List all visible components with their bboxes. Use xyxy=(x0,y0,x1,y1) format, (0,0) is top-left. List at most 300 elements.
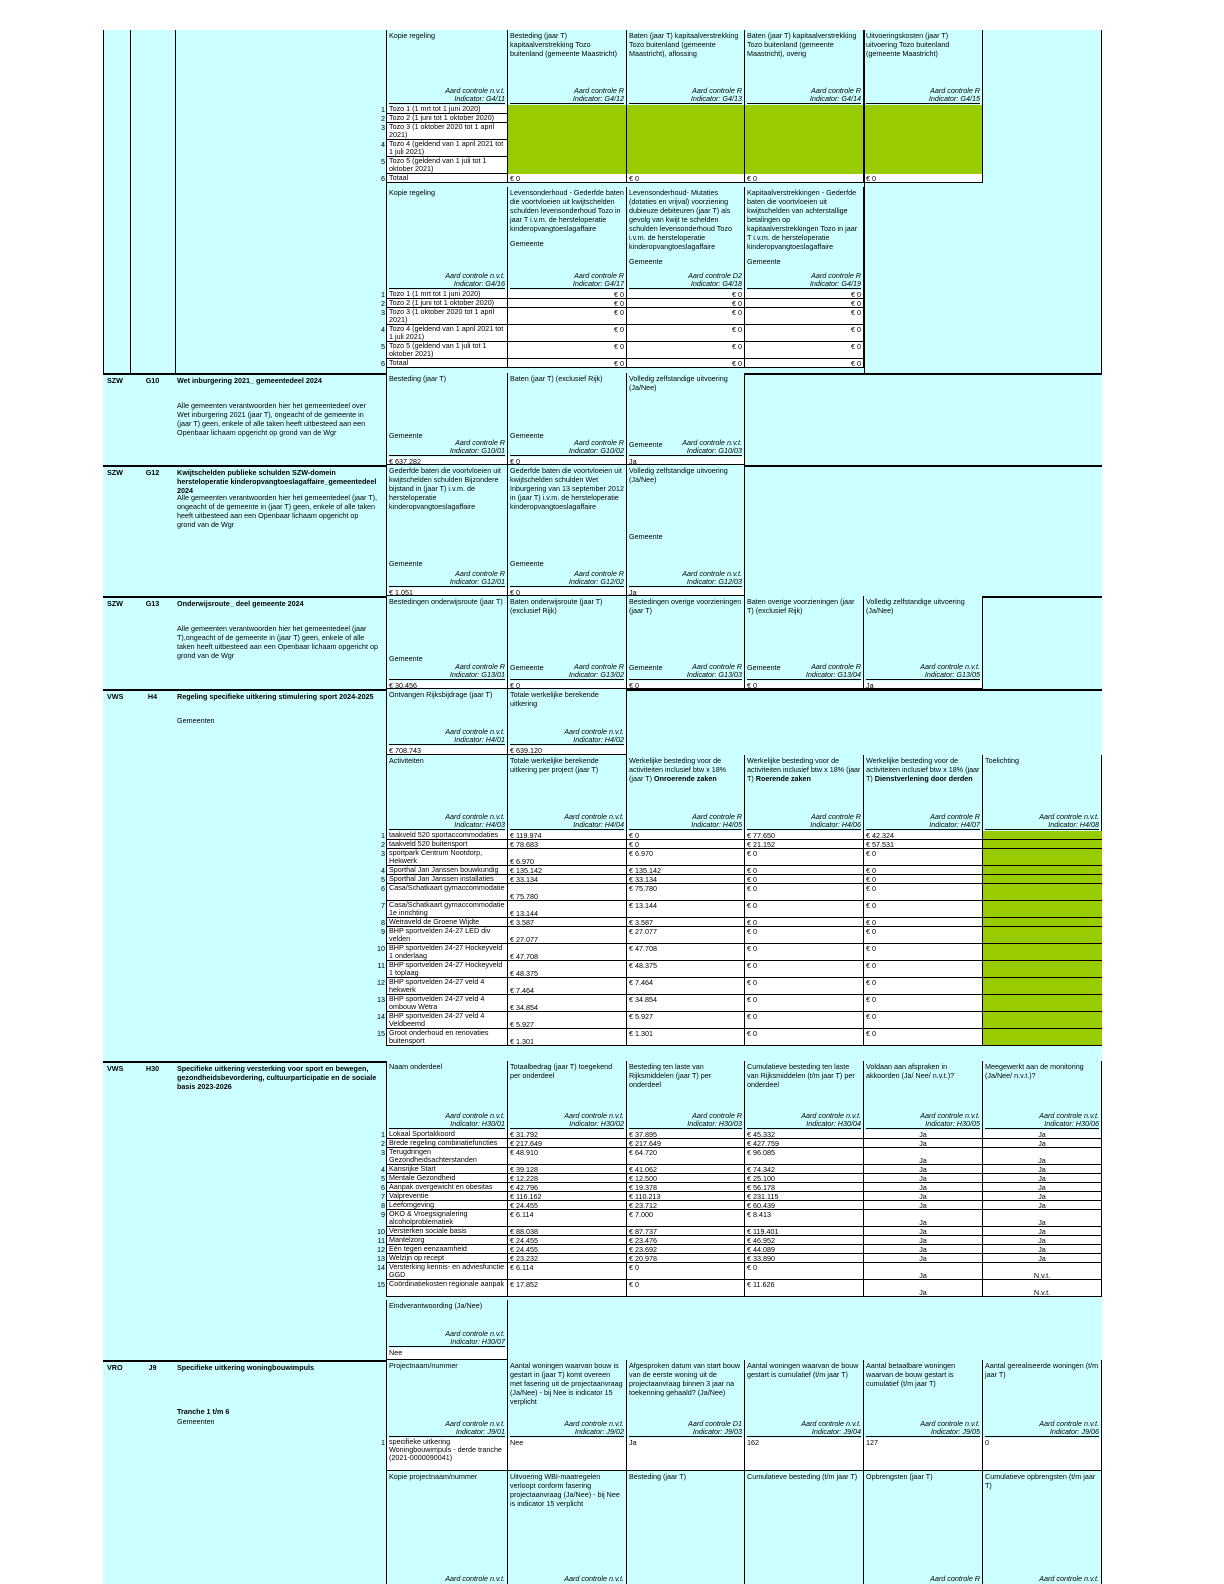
g13-aard-controle: Aard controle R xyxy=(574,662,624,671)
tozo2-header-label: Levensonderhoud - Gederfde baten die voortvloeien uit kwijtschelden schulden levensonderhoud Tozo in jaar T i.v.m. de hersteloperatie kinderopvangtoeslagaffaire xyxy=(510,188,624,233)
h4-value-cell: € 0 xyxy=(864,866,983,875)
g10-header-sub: Gemeente xyxy=(629,440,663,449)
h4-indicator: Indicator: H4/02 xyxy=(510,735,624,745)
tozo2-row-number: 6 xyxy=(381,359,385,368)
j9-header-label: Aantal woningen waarvan bouw is gestart in (jaar T) komt overeen met fasering uit de projectaanvraag (Ja/Nee) - bij Nee is indicator 15 verplicht xyxy=(510,1361,623,1406)
tozo-input-cell xyxy=(508,157,627,174)
tozo-header-cell xyxy=(386,30,508,105)
h30-row-label: Leefomgeving xyxy=(386,1201,508,1210)
g10-aard-controle: Aard controle R xyxy=(455,438,505,447)
h4-value-cell: € 0 xyxy=(627,831,745,840)
g13-header-label: Bestedingen onderwijsroute (jaar T) xyxy=(389,597,503,606)
h30-value-cell: Ja xyxy=(864,1192,983,1201)
h30-indicator: Indicator: H30/01 xyxy=(389,1119,505,1129)
g10-indicator: Indicator: G10/02 xyxy=(510,446,624,456)
g10-dept: SZW xyxy=(107,376,123,385)
h4-title: Regeling specifieke uitkering stimulering sport 2024-2025 xyxy=(177,692,374,701)
tozo-row-number: 6 xyxy=(381,174,385,183)
h4-value-cell: € 135.142 xyxy=(508,866,627,875)
h30-header-label: Eindverantwoording (Ja/Nee) xyxy=(389,1301,483,1310)
h30-value-cell: € 74.342 xyxy=(745,1165,864,1174)
h4-value-cell: € 77.650 xyxy=(745,831,864,840)
j9-aard-controle: Aard controle n.v.t. xyxy=(920,1419,980,1428)
h4-row-label: sportpark Centrum Nootdorp, Hekwerk xyxy=(386,849,508,866)
tozo2-aard-controle: Aard controle R xyxy=(574,271,624,280)
h4-toelichting-input xyxy=(983,978,1102,995)
h4-toelichting-input xyxy=(983,840,1102,849)
h4-toelichting-input xyxy=(983,961,1102,978)
h4-header-bold: Dienstverlening door derden xyxy=(872,774,973,783)
h4-toelichting-input xyxy=(983,901,1102,918)
j9-value-cell: 127 xyxy=(864,1438,983,1471)
h30-row-label: Aanpak overgewicht en obesitas xyxy=(386,1183,508,1192)
h4-value-cell: € 57.531 xyxy=(864,840,983,849)
h30-header-cell xyxy=(386,1300,508,1348)
h30-value-cell: € 24.455 xyxy=(508,1245,627,1254)
tozo-header-cell xyxy=(745,30,864,105)
tozo-value-cell: € 0 xyxy=(745,174,864,183)
j9-indicator: Indicator: J9/06 xyxy=(985,1427,1099,1437)
h30-value-cell: Ja xyxy=(864,1210,983,1227)
h30-value-cell: € 64.720 xyxy=(627,1148,745,1165)
h4-value-cell: € 0 xyxy=(864,944,983,961)
h4-value-cell: € 0 xyxy=(627,840,745,849)
j9-header-cell xyxy=(983,1360,1102,1438)
g13-value-cell: € 30.456 xyxy=(386,681,508,689)
h30-header-cell xyxy=(508,1061,627,1130)
h4-row-label: Sporthal Jan Janssen installaties xyxy=(386,875,508,884)
tozo-input-cell xyxy=(745,157,864,174)
h30-value-cell: € 8.413 xyxy=(745,1210,864,1227)
h30-value-cell: € 119.401 xyxy=(745,1227,864,1236)
h30-value-cell: Ja xyxy=(983,1130,1102,1139)
h4-indicator: Indicator: H4/08 xyxy=(985,820,1099,830)
h30-header-label: Totaalbedrag (jaar T) toegekend per onderdeel xyxy=(510,1062,613,1080)
g12-value-cell: € 1.051 xyxy=(386,588,508,596)
tozo-row-label: Totaal xyxy=(386,174,508,183)
h4-toelichting-input xyxy=(983,927,1102,944)
h30-value-cell: € 0 xyxy=(627,1263,745,1280)
h30-value-cell: Ja xyxy=(864,1245,983,1254)
tozo-row-label: Tozo 4 (geldend van 1 april 2021 tot 1 juli 2021) xyxy=(386,140,508,157)
h4-value-cell: € 3.587 xyxy=(627,918,745,927)
g12-header-sub: Gemeente xyxy=(629,532,663,541)
h4-value-cell: € 0 xyxy=(745,927,864,944)
h4-value-cell: € 0 xyxy=(745,875,864,884)
h4-row-label: BHP sportvelden 24-27 Hockeyveld 1 onderlaag xyxy=(386,944,508,961)
g10-header-label: Baten (jaar T) (exclusief Rijk) xyxy=(510,374,603,383)
h30-value-cell: € 6.114 xyxy=(508,1210,627,1227)
g13-dept: SZW xyxy=(107,599,123,608)
g13-indicator: Indicator: G13/01 xyxy=(389,670,505,680)
h30-value-cell: € 39.128 xyxy=(508,1165,627,1174)
h30-row-number: 1 xyxy=(381,1130,385,1139)
tozo2-row-label: Tozo 1 (1 mrt tot 1 juni 2020) xyxy=(386,290,508,299)
g13-value-cell: € 0 xyxy=(745,681,864,689)
g12-code: G12 xyxy=(145,468,160,477)
tozo-input-cell xyxy=(745,123,864,140)
j9-indicator: Indicator: J9/05 xyxy=(866,1427,980,1437)
h4-aard-controle: Aard controle R xyxy=(930,812,980,821)
g13-aard-controle: Aard controle n.v.t. xyxy=(920,662,980,671)
h4-value-cell: € 0 xyxy=(864,884,983,901)
h4-value-cell: € 0 xyxy=(864,849,983,866)
tozo2-value-cell: € 0 xyxy=(627,308,745,325)
h30-value-cell: € 41.062 xyxy=(627,1165,745,1174)
g10-header-cell xyxy=(508,373,627,457)
h4-row-number: 15 xyxy=(377,1029,385,1038)
g12-title: Kwijtschelden publieke schulden SZW-domein hersteloperatie kinderopvangtoeslagaffaire_gemeentedeel 2024 xyxy=(177,468,377,495)
tozo-input-cell xyxy=(864,105,983,114)
h4-value-cell: € 47.708 xyxy=(508,944,627,961)
j9-header-cell xyxy=(508,1360,627,1438)
h4-toelichting-input xyxy=(983,1012,1102,1029)
h30-value-cell: Ja xyxy=(983,1192,1102,1201)
tozo-row-number: 4 xyxy=(381,140,385,149)
h30-header-label: Meegewerkt aan de monitoring (Ja/Nee/ n.v.t.)? xyxy=(985,1062,1084,1080)
h30-value-cell: Ja xyxy=(983,1201,1102,1210)
h30-header-label: Besteding ten laste van Rijksmiddelen (jaar T) per onderdeel xyxy=(629,1062,712,1089)
h4-toelichting-input xyxy=(983,866,1102,875)
h4-code: H4 xyxy=(147,692,158,701)
tozo-input-cell xyxy=(864,140,983,157)
g13-indicator: Indicator: G13/03 xyxy=(629,670,742,680)
g10-aard-controle: Aard controle R xyxy=(574,438,624,447)
h30-value-cell: € 23.712 xyxy=(627,1201,745,1210)
h4-value-cell: € 0 xyxy=(864,961,983,978)
tozo2-value-cell: € 0 xyxy=(627,342,745,359)
tozo-input-cell xyxy=(508,140,627,157)
tozo2-indicator: Indicator: G4/16 xyxy=(389,279,505,289)
h30-row-label: OKO & Vroegsignalering alcoholproblematiek xyxy=(386,1210,508,1227)
h30-aard-controle: Aard controle n.v.t. xyxy=(1039,1111,1099,1120)
h4-row-label: BHP sportvelden 24-27 LED div velden xyxy=(386,927,508,944)
h30-indicator: Indicator: H30/04 xyxy=(747,1119,861,1129)
h4-value-cell: € 0 xyxy=(745,1012,864,1029)
g10-header-sub: Gemeente xyxy=(389,431,423,440)
tozo2-row-label: Tozo 4 (geldend van 1 april 2021 tot 1 juli 2021) xyxy=(386,325,508,342)
h30-row-number: 12 xyxy=(377,1245,385,1254)
tozo2-value-cell: € 0 xyxy=(745,308,864,325)
g13-indicator: Indicator: G13/04 xyxy=(747,670,861,680)
h4-row-number: 13 xyxy=(377,995,385,1004)
h4-value-cell: € 639.120 xyxy=(508,746,627,755)
h4-header-label: Toelichting xyxy=(985,756,1019,765)
j9-aard-controle: Aard controle n.v.t. xyxy=(801,1419,861,1428)
h30-row-number: 8 xyxy=(381,1201,385,1210)
tozo2-aard-controle: Aard controle n.v.t. xyxy=(445,271,505,280)
h30-header-cell xyxy=(864,1061,983,1130)
h30-value-cell: € 11.626 xyxy=(745,1280,864,1297)
h30-value-cell: Ja xyxy=(983,1245,1102,1254)
h30-row-label: Versterken sociale basis xyxy=(386,1227,508,1236)
j9-title: Specifieke uitkering woningbouwimpuls xyxy=(177,1363,314,1372)
h4-header-cell xyxy=(386,689,508,746)
g10-indicator: Indicator: G10/01 xyxy=(389,446,505,456)
h30-value-cell: € 24.455 xyxy=(508,1201,627,1210)
h4-value-cell: € 34.854 xyxy=(508,995,627,1012)
h4-row-label: taakveld 520 buitensport xyxy=(386,840,508,849)
h30-indicator: Indicator: H30/02 xyxy=(510,1119,624,1129)
tozo2-value-cell: € 0 xyxy=(627,359,745,368)
h30-value-cell: Ja xyxy=(864,1254,983,1263)
h30-value-cell: € 44.089 xyxy=(745,1245,864,1254)
tozo-row-label: Tozo 3 (1 oktober 2020 tot 1 april 2021) xyxy=(386,123,508,140)
h4-toelichting-input xyxy=(983,1029,1102,1046)
h4-value-cell: € 47.708 xyxy=(627,944,745,961)
tozo-value-cell: € 0 xyxy=(864,174,983,183)
tozo2-header-cell xyxy=(508,187,627,290)
h30-value-cell: € 6.114 xyxy=(508,1263,627,1280)
h30-indicator: Indicator: H30/07 xyxy=(389,1337,505,1347)
spreadsheet-sheet xyxy=(103,30,1102,1584)
tozo-aard-controle: Aard controle n.v.t. xyxy=(445,86,505,95)
j9-header-label: Cumulatieve opbrengsten (t/m jaar T) xyxy=(985,1472,1096,1490)
h30-value-cell: Ja xyxy=(983,1165,1102,1174)
h4-row-number: 2 xyxy=(381,840,385,849)
h4-indicator: Indicator: H4/07 xyxy=(866,820,980,830)
h4-value-cell: € 0 xyxy=(864,995,983,1012)
tozo-row-number: 2 xyxy=(381,114,385,123)
tozo-input-cell xyxy=(864,114,983,123)
h30-value-cell: N.v.t. xyxy=(983,1280,1102,1297)
tozo-header-cell xyxy=(864,30,983,105)
h4-aard-controle: Aard controle n.v.t. xyxy=(445,812,505,821)
tozo2-value-cell: € 0 xyxy=(508,308,627,325)
h30-value-cell: € 427.759 xyxy=(745,1139,864,1148)
h4-row-label: BHP sportvelden 24-27 veld 4 Veldbeemd xyxy=(386,1012,508,1029)
h30-row-label: Terugdringen Gezondheidsachterstanden xyxy=(386,1148,508,1165)
h30-value-cell: € 7.000 xyxy=(627,1210,745,1227)
g13-code: G13 xyxy=(145,599,160,608)
h4-value-cell: € 0 xyxy=(864,978,983,995)
h4-row-number: 14 xyxy=(377,1012,385,1021)
h4-value-cell: € 0 xyxy=(745,1029,864,1046)
h4-value-cell: € 42.324 xyxy=(864,831,983,840)
h4-row-number: 11 xyxy=(377,961,385,970)
h30-value-cell: Ja xyxy=(864,1263,983,1280)
j9-aard-controle: Aard controle n.v.t. xyxy=(445,1574,505,1583)
j9-aard-controle: Aard controle n.v.t. xyxy=(564,1419,624,1428)
h4-value-cell: € 0 xyxy=(745,901,864,918)
h4-value-cell: € 0 xyxy=(745,849,864,866)
tozo2-value-cell: € 0 xyxy=(508,342,627,359)
h30-value-cell: Ja xyxy=(983,1210,1102,1227)
j9-aard-controle: Aard controle D1 xyxy=(688,1419,742,1428)
g12-indicator: Indicator: G12/03 xyxy=(629,577,742,587)
h30-value-cell: € 87.737 xyxy=(627,1227,745,1236)
h30-value-cell: Ja xyxy=(864,1139,983,1148)
tozo-aard-controle: Aard controle R xyxy=(574,86,624,95)
j9-header-label: Aantal betaalbare woningen waarvan de bouw gestart is cumulatief (t/m jaar T) xyxy=(866,1361,956,1388)
h4-value-cell: € 0 xyxy=(864,1012,983,1029)
h4-aard-controle: Aard controle n.v.t. xyxy=(445,727,505,736)
h30-indicator: Indicator: H30/05 xyxy=(866,1119,980,1129)
h30-value-cell: Ja xyxy=(983,1139,1102,1148)
h4-value-cell: € 48.375 xyxy=(627,961,745,978)
h30-value-cell: € 23.476 xyxy=(627,1236,745,1245)
h4-row-number: 6 xyxy=(381,884,385,893)
h30-row-number: 13 xyxy=(377,1254,385,1263)
h30-row-label: Valpreventie xyxy=(386,1192,508,1201)
h4-value-cell: € 0 xyxy=(745,978,864,995)
g12-indicator: Indicator: G12/01 xyxy=(389,577,505,587)
h4-value-cell: € 5.927 xyxy=(508,1012,627,1029)
h4-row-label: Groot onderhoud en renovaties buitensport xyxy=(386,1029,508,1046)
tozo-header-cell xyxy=(627,30,745,105)
h4-value-cell: € 7.464 xyxy=(627,978,745,995)
h30-row-label: Lokaal Sportakkoord xyxy=(386,1130,508,1139)
tozo2-header-cell xyxy=(745,187,864,290)
j9-tranche: Tranche 1 t/m 6 xyxy=(177,1407,230,1416)
h30-row-number: 6 xyxy=(381,1183,385,1192)
tozo-input-cell xyxy=(627,140,745,157)
g13-header-cell xyxy=(745,596,864,681)
h30-value-cell: Ja xyxy=(864,1165,983,1174)
j9-header-cell xyxy=(864,1360,983,1438)
j9-value-cell: 162 xyxy=(745,1438,864,1471)
tozo2-header-sub: Gemeente xyxy=(510,239,544,248)
tozo-aard-controle: Aard controle R xyxy=(692,86,742,95)
h4-value-cell: € 5.927 xyxy=(627,1012,745,1029)
h30-row-number: 7 xyxy=(381,1192,385,1201)
h4-value-cell: € 119.974 xyxy=(508,831,627,840)
h30-value-cell: N.v.t. xyxy=(983,1263,1102,1280)
h30-value-cell: Ja xyxy=(983,1254,1102,1263)
tozo-row-number: 5 xyxy=(381,157,385,166)
g10-code: G10 xyxy=(145,376,160,385)
tozo2-indicator: Indicator: G4/17 xyxy=(510,279,624,289)
tozo-header-label: Baten (jaar T) kapitaalverstrekking Tozo buitenland (gemeente Maastricht), overig xyxy=(747,31,857,58)
h30-row-label: Brede regeling combinatiefuncties xyxy=(386,1139,508,1148)
tozo2-value-cell: € 0 xyxy=(508,290,627,299)
h30-value-cell: Ja xyxy=(864,1236,983,1245)
h4-value-cell: € 0 xyxy=(864,927,983,944)
h30-value-cell: € 231.115 xyxy=(745,1192,864,1201)
tozo-input-cell xyxy=(627,114,745,123)
g13-header-label: Volledig zelfstandige uitvoering (Ja/Nee) xyxy=(866,597,965,615)
h4-toelichting-input xyxy=(983,944,1102,961)
h30-value-cell: € 12.500 xyxy=(627,1174,745,1183)
h4-value-cell: € 0 xyxy=(745,944,864,961)
h30-value-cell: Ja xyxy=(864,1227,983,1236)
tozo2-row-label: Totaal xyxy=(386,359,508,368)
h30-value-cell: € 31.792 xyxy=(508,1130,627,1139)
tozo-aard-controle: Aard controle R xyxy=(811,86,861,95)
tozo2-value-cell: € 0 xyxy=(627,290,745,299)
j9-code: J9 xyxy=(148,1363,157,1372)
h30-indicator: Indicator: H30/06 xyxy=(985,1119,1099,1129)
tozo2-aard-controle: Aard controle R xyxy=(811,271,861,280)
h4-indicator: Indicator: H4/05 xyxy=(629,820,742,830)
j9-indicator: Indicator: J9/02 xyxy=(510,1427,624,1437)
h4-row-number: 7 xyxy=(381,901,385,910)
g12-value-cell: € 0 xyxy=(508,588,627,596)
tozo-row-label: Tozo 2 (1 juni tot 1 oktober 2020) xyxy=(386,114,508,123)
h30-value-cell: € 12.228 xyxy=(508,1174,627,1183)
h4-header-label: Werkelijke besteding voor de activiteiten inclusief btw x 18% (jaar T) Roerende zaken xyxy=(747,756,861,783)
h30-row-number: 11 xyxy=(377,1236,385,1245)
h4-row-number: 9 xyxy=(381,927,385,936)
g10-header-sub: Gemeente xyxy=(510,431,544,440)
g13-indicator: Indicator: G13/02 xyxy=(510,670,624,680)
g13-header-sub: Gemeente xyxy=(510,663,544,672)
tozo2-header-cell xyxy=(627,187,745,290)
g12-header-label: Gederfde baten die voortvloeien uit kwijtschelden schulden Wet Inburgering van 13 september 2012 in (jaar T) i.v.m. de hersteloperatie kinderopvangtoeslagaffaire xyxy=(510,466,624,511)
h30-value-cell: € 20.978 xyxy=(627,1254,745,1263)
tozo-indicator: Indicator: G4/12 xyxy=(510,94,624,104)
h4-value-cell: € 1.301 xyxy=(627,1029,745,1046)
h4-aard-controle: Aard controle n.v.t. xyxy=(564,812,624,821)
tozo-value-cell: € 0 xyxy=(508,174,627,183)
tozo-value-cell: € 0 xyxy=(627,174,745,183)
h30-value-cell: Ja xyxy=(983,1227,1102,1236)
j9-indicator: Indicator: J9/03 xyxy=(629,1427,742,1437)
tozo2-value-cell: € 0 xyxy=(745,299,864,308)
tozo-aard-controle: Aard controle R xyxy=(930,86,980,95)
h4-header-label: Totale werkelijke berekende uitkering per project (jaar T) xyxy=(510,756,599,774)
h4-value-cell: € 0 xyxy=(745,866,864,875)
h30-value-cell: € 96.085 xyxy=(745,1148,864,1165)
tozo2-header-label: Kapitaalverstrekkingen - Gederfde baten die voortvloeien uit kwijtschelden van achterstallige betalingen op kapitaalverstrekkingen Tozo in jaar T i.v.m. de hersteloperatie kinderopvangtoeslagaffaire xyxy=(747,188,858,251)
h4-indicator: Indicator: H4/01 xyxy=(389,735,505,745)
tozo-input-cell xyxy=(627,123,745,140)
g13-title: Onderwijsroute_ deel gemeente 2024 xyxy=(177,599,304,608)
h4-header-label: Ontvangen Rijksbijdrage (jaar T) xyxy=(389,690,493,699)
h30-value-cell: € 46.952 xyxy=(745,1236,864,1245)
g10-value-cell: Ja xyxy=(627,457,745,465)
tozo2-value-cell: € 0 xyxy=(508,359,627,368)
h30-value-cell: Ja xyxy=(864,1280,983,1297)
h30-title: Specifieke uitkering versterking voor sport en bewegen, gezondheidsbevordering, cultuurparticipatie en de sociale basis 2023-2026 xyxy=(177,1064,377,1091)
tozo2-aard-controle: Aard controle D2 xyxy=(688,271,742,280)
j9-value-cell: 0 xyxy=(983,1438,1102,1471)
j9-header-cell xyxy=(983,1471,1102,1584)
g12-header-sub: Gemeente xyxy=(389,559,423,568)
h4-value-cell: € 6.970 xyxy=(627,849,745,866)
g13-aard-controle: Aard controle R xyxy=(692,662,742,671)
tozo-header-label: Uitvoeringskosten (jaar T) uitvoering Tozo buitenland (gemeente Maastricht) xyxy=(866,31,950,58)
h30-value-cell: Ja xyxy=(983,1148,1102,1165)
h30-aard-controle: Aard controle n.v.t. xyxy=(564,1111,624,1120)
h4-header-bold: Onroerende zaken xyxy=(652,774,717,783)
h4-row-number: 1 xyxy=(381,831,385,840)
tozo-row-label: Tozo 1 (1 mrt tot 1 juni 2020) xyxy=(386,105,508,114)
h4-value-cell: € 7.464 xyxy=(508,978,627,995)
h4-value-cell: € 0 xyxy=(864,875,983,884)
j9-header-cell xyxy=(745,1471,864,1584)
g13-header-cell xyxy=(508,596,627,681)
h30-header-cell xyxy=(745,1061,864,1130)
h4-value-cell: € 13.144 xyxy=(627,901,745,918)
h30-header-cell xyxy=(386,1061,508,1130)
g13-header-sub: Gemeente xyxy=(747,663,781,672)
h30-dept: VWS xyxy=(107,1064,124,1073)
h30-row-label: Eén tegen eenzaamheid xyxy=(386,1245,508,1254)
h4-value-cell: € 0 xyxy=(745,995,864,1012)
h30-value-cell: € 45.332 xyxy=(745,1130,864,1139)
g13-indicator: Indicator: G13/05 xyxy=(866,670,980,680)
tozo-input-cell xyxy=(864,157,983,174)
h30-value-cell: € 0 xyxy=(745,1263,864,1280)
h4-toelichting-input xyxy=(983,831,1102,840)
g12-header-cell xyxy=(508,465,627,588)
g12-aard-controle: Aard controle R xyxy=(574,569,624,578)
j9-value-cell: Nee xyxy=(508,1438,627,1471)
h30-value-cell: € 116.162 xyxy=(508,1192,627,1201)
g12-header-label: Volledig zelfstandige uitvoering (Ja/Nee) xyxy=(629,466,728,484)
h30-row-number: 15 xyxy=(377,1280,385,1289)
